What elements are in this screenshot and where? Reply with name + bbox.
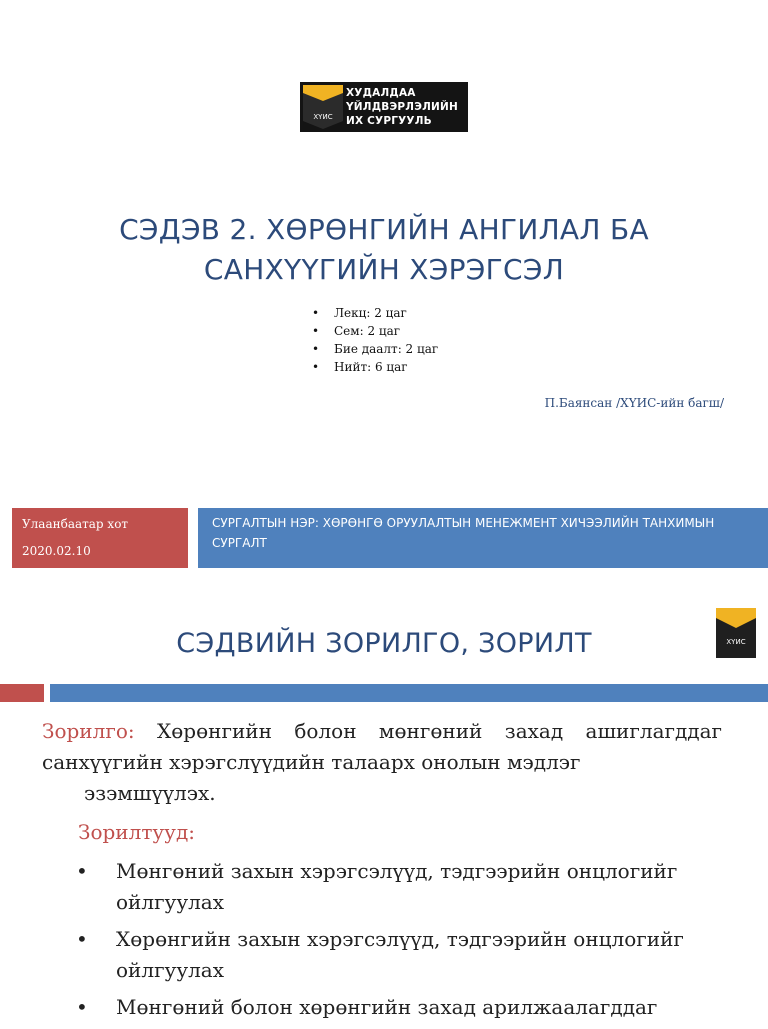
hours-item-self-study: • Бие даалт: 2 цаг <box>312 340 438 358</box>
logo-line-1: ХУДАЛДАА <box>346 87 416 99</box>
goal-text: Хөрөнгийн болон мөнгөний захад ашиглагддаг санхүүгийн хэрэгслүүдийн талаарх онолын мэдлэг <box>42 719 723 774</box>
city-label: Улаанбаатар хот <box>22 517 129 531</box>
slide-title <box>60 210 708 290</box>
slide-title-line-1: СЭДЭВ 2. ХӨРӨНГИЙН АНГИЛАЛ БА <box>119 213 649 246</box>
location-date-box <box>12 508 188 568</box>
logo-text <box>346 86 458 128</box>
logo-mark-text: ХҮИС <box>313 113 333 121</box>
goal-paragraph <box>42 716 722 809</box>
university-emblem-icon <box>303 85 343 129</box>
divider-bar-red <box>0 684 44 702</box>
author-name: П.Баянсан /ХҮИС-ийн багш/ <box>544 396 724 410</box>
objective-item: • Мөнгөний болон хөрөнгийн захад арилжаалагддаг <box>76 992 736 1023</box>
logo-small-text: ХҮИС <box>726 638 746 646</box>
course-name-box: СУРГАЛТЫН НЭР: ХӨРӨНГӨ ОРУУЛАЛТЫН МЕНЕЖМЕНТ ХИЧЭЭЛИЙН ТАНХИМЫН СУРГАЛТ <box>198 508 768 568</box>
section-title: СЭДВИЙН ЗОРИЛГО, ЗОРИЛТ <box>176 628 592 659</box>
university-logo <box>300 82 468 132</box>
hours-item-lecture: • Лекц: 2 цаг <box>312 304 438 322</box>
hours-item-seminar: • Сем: 2 цаг <box>312 322 438 340</box>
date-label: 2020.02.10 <box>22 544 91 558</box>
objectives-list <box>76 856 736 1029</box>
slide-title-line-2: САНХҮҮГИЙН ХЭРЭГСЭЛ <box>203 253 565 286</box>
goal-label: Зорилго: <box>42 719 135 743</box>
objective-item: • Хөрөнгийн захын хэрэгсэлүүд, тэдгээрийн онцлогийг ойлгуулах <box>76 924 736 986</box>
divider-bar-blue <box>50 684 768 702</box>
logo-line-3: ИХ СУРГУУЛЬ <box>346 115 432 127</box>
logo-line-2: ҮЙЛДВЭРЛЭЛИЙН <box>346 101 458 113</box>
goal-text-end: эзэмшүүлэх. <box>84 781 216 805</box>
hours-list <box>312 304 438 376</box>
hours-item-total: • Нийт: 6 цаг <box>312 358 438 376</box>
objective-item: • Мөнгөний захын хэрэгсэлүүд, тэдгээрийн онцлогийг ойлгуулах <box>76 856 736 918</box>
objectives-title: Зорилтууд: <box>78 820 195 844</box>
